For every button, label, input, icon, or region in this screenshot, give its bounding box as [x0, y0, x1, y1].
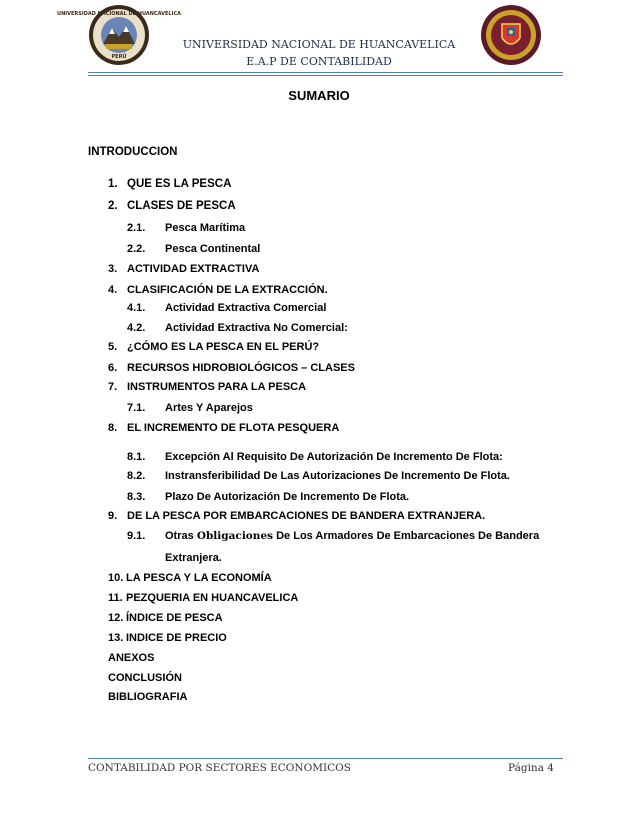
header-university: UNIVERSIDAD NACIONAL DE HUANCAVELICA: [182, 38, 456, 51]
header-text: [0, 36, 638, 70]
page-title: SUMARIO: [288, 88, 350, 103]
header-rule-top: [88, 72, 563, 73]
toc-conclusion: CONCLUSIÓN: [108, 672, 182, 684]
header-school: E.A.P DE CONTABILIDAD: [246, 55, 392, 68]
footer-rule: [88, 758, 563, 759]
svg-text:PERÚ: PERÚ: [111, 54, 127, 60]
footer-page-number: Página 4: [508, 762, 554, 774]
header-rule-bottom: [88, 75, 563, 76]
seal-text: UNIVERSIDAD NACIONAL DE HUANCAVELICA: [57, 11, 181, 17]
toc-intro: INTRODUCCION: [88, 146, 178, 158]
footer-course: CONTABILIDAD POR SECTORES ECONOMICOS: [88, 762, 351, 774]
toc-bibliografia: BIBLIOGRAFIA: [108, 691, 188, 703]
toc-anexos: ANEXOS: [108, 652, 155, 664]
